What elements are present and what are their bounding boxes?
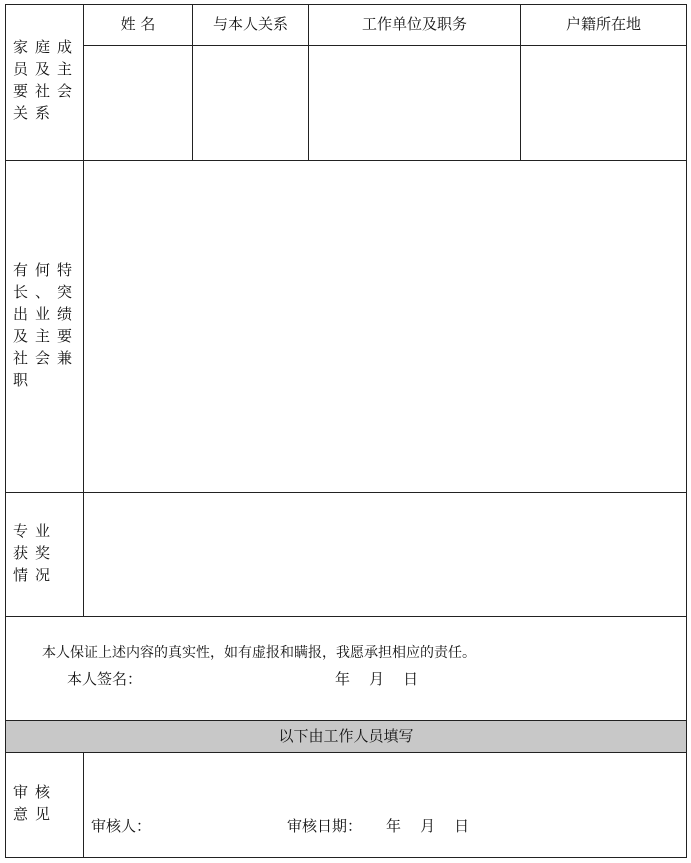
row-divider-4 <box>5 720 687 721</box>
family-entry-employer[interactable] <box>309 46 520 160</box>
staff-section-title: 以下由工作人员填写 <box>278 727 414 745</box>
strengths-label: 有何特长、突出业绩及主要社会兼职 <box>13 261 80 389</box>
row-divider-3 <box>5 616 687 617</box>
signature-field[interactable] <box>145 668 325 690</box>
header-relation: 与本人关系 <box>212 15 288 33</box>
reviewer-label: 审核人： <box>91 817 152 835</box>
declaration-statement: 本人保证上述内容的真实性，如有虚报和瞒报，我愿承担相应的责任。 <box>42 645 476 661</box>
review-date: 年 月 日 <box>386 817 470 835</box>
header-name: 姓 名 <box>120 15 156 33</box>
border-bottom <box>5 857 687 858</box>
header-employer: 工作单位及职务 <box>361 15 467 33</box>
family-entry-relation[interactable] <box>193 46 308 160</box>
signature-label: 本人签名： <box>67 670 143 688</box>
registration-form <box>5 4 687 858</box>
family-entry-name[interactable] <box>84 46 192 160</box>
awards-label: 专业获奖情况 <box>13 522 58 584</box>
awards-content[interactable] <box>84 493 686 616</box>
review-content[interactable] <box>84 753 686 813</box>
family-entry-household[interactable] <box>521 46 686 160</box>
review-date-label: 审核日期： <box>287 817 363 835</box>
review-label: 审核意见 <box>13 783 58 823</box>
strengths-content[interactable] <box>84 161 686 492</box>
header-household: 户籍所在地 <box>565 15 641 33</box>
family-label: 家庭成员及主要社会关系 <box>13 38 80 122</box>
declaration-date: 年 月 日 <box>335 670 419 688</box>
